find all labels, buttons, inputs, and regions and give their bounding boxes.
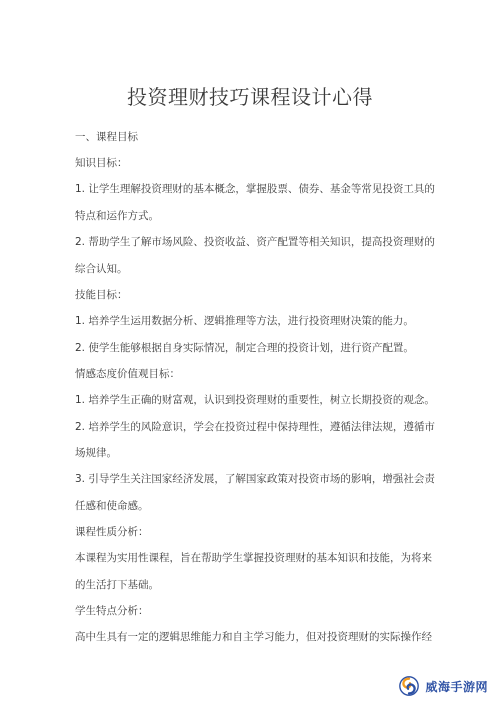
paragraph-line: 特点和运作方式。 — [75, 210, 159, 222]
document-title: 投资理财技巧课程设计心得 — [127, 85, 373, 109]
paragraph-line: 的生活打下基础。 — [75, 579, 159, 591]
subheading: 情感态度价值观目标： — [75, 368, 180, 380]
watermark-text: 威海手游网 — [425, 679, 488, 694]
paragraph-line: 2. 帮助学生了解市场风险、投资收益、资产配置等相关知识，提高投资理财的 — [75, 236, 435, 248]
paragraph-line: 本课程为实用性课程，旨在帮助学生掌握投资理财的基本知识和技能，为将来 — [75, 552, 432, 564]
watermark — [398, 675, 488, 697]
paragraph-line: 综合认知。 — [75, 263, 128, 275]
paragraph-line: 3. 引导学生关注国家经济发展，了解国家政策对投资市场的影响，增强社会责 — [75, 473, 435, 485]
subheading: 技能目标： — [75, 289, 128, 301]
paragraph-line: 场规律。 — [75, 447, 117, 459]
section-heading: 一、课程目标 — [75, 131, 138, 143]
paragraph-line: 任感和使命感。 — [75, 500, 149, 512]
paragraph-line: 1. 让学生理解投资理财的基本概念，掌握股票、债券、基金等常见投资工具的 — [75, 183, 435, 195]
paragraph-line: 1. 培养学生正确的财富观，认识到投资理财的重要性，树立长期投资的观念。 — [75, 394, 435, 406]
paragraph-line: 高中生具有一定的逻辑思维能力和自主学习能力，但对投资理财的实际操作经 — [75, 631, 432, 643]
subheading: 知识目标： — [75, 157, 128, 169]
paragraph-line: 2. 使学生能够根据自身实际情况，制定合理的投资计划，进行资产配置。 — [75, 342, 414, 354]
subheading: 课程性质分析： — [75, 526, 149, 538]
swirl-logo-icon — [398, 675, 420, 697]
paragraph-line: 1. 培养学生运用数据分析、逻辑推理等方法，进行投资理财决策的能力。 — [75, 315, 414, 327]
subheading: 学生特点分析： — [75, 605, 149, 617]
paragraph-line: 2. 培养学生的风险意识，学会在投资过程中保持理性，遵循法律法规，遵循市 — [75, 421, 435, 433]
